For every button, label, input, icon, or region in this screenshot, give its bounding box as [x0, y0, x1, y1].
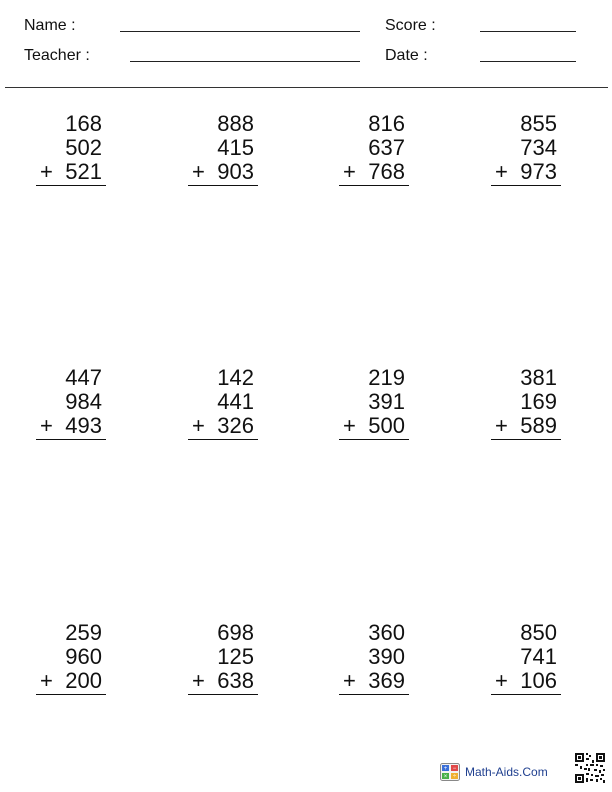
brand-text[interactable]: Math-Aids.Com: [465, 765, 548, 779]
plus-sign: +: [192, 413, 205, 438]
addend-1: 698: [217, 620, 254, 645]
addition-problem: [188, 112, 258, 186]
addend-2: 441: [217, 389, 254, 414]
sum-line: [36, 694, 106, 695]
addend-3: 200: [65, 668, 102, 693]
addend-3: 500: [368, 413, 405, 438]
plus-sign: +: [495, 668, 508, 693]
addend-1: 259: [65, 620, 102, 645]
addend-2: 125: [217, 644, 254, 669]
addend-2: 391: [368, 389, 405, 414]
addend-1: 360: [368, 620, 405, 645]
addition-problem: [491, 621, 561, 695]
date-label: Date :: [385, 47, 428, 64]
svg-text:÷: ÷: [452, 774, 457, 780]
qr-code-icon: [574, 752, 606, 784]
addend-2: 734: [520, 135, 557, 160]
calculator-icon: [440, 763, 460, 781]
sum-line: [491, 694, 561, 695]
addend-2: 637: [368, 135, 405, 160]
teacher-label: Teacher :: [24, 47, 90, 64]
sum-line: [36, 439, 106, 440]
sum-line: [188, 694, 258, 695]
addend-1: 888: [217, 111, 254, 136]
addend-2: 502: [65, 135, 102, 160]
addend-3: 768: [368, 159, 405, 184]
plus-sign: +: [40, 668, 53, 693]
addend-1: 219: [368, 365, 405, 390]
addend-2: 169: [520, 389, 557, 414]
sum-line: [339, 694, 409, 695]
name-label: Name :: [24, 17, 76, 34]
sum-line: [188, 439, 258, 440]
addend-1: 850: [520, 620, 557, 645]
addend-1: 168: [65, 111, 102, 136]
sum-line: [491, 439, 561, 440]
addend-1: 142: [217, 365, 254, 390]
addend-1: 855: [520, 111, 557, 136]
addition-problem: [491, 112, 561, 186]
addend-3: 521: [65, 159, 102, 184]
addend-2: 741: [520, 644, 557, 669]
addend-2: 415: [217, 135, 254, 160]
addition-problem: [36, 112, 106, 186]
sum-line: [491, 185, 561, 186]
addend-3: 326: [217, 413, 254, 438]
addend-3: 106: [520, 668, 557, 693]
addend-2: 984: [65, 389, 102, 414]
plus-sign: +: [343, 668, 356, 693]
plus-sign: +: [495, 159, 508, 184]
addend-2: 390: [368, 644, 405, 669]
svg-text:−: −: [452, 766, 457, 772]
addition-problem: [188, 621, 258, 695]
addend-1: 447: [65, 365, 102, 390]
addition-problem: [36, 621, 106, 695]
addend-3: 903: [217, 159, 254, 184]
addend-2: 960: [65, 644, 102, 669]
footer-brand: [440, 762, 548, 782]
plus-sign: +: [495, 413, 508, 438]
plus-sign: +: [192, 668, 205, 693]
addition-problem: [491, 366, 561, 440]
svg-text:×: ×: [443, 774, 448, 780]
addend-3: 493: [65, 413, 102, 438]
addend-3: 973: [520, 159, 557, 184]
sum-line: [339, 439, 409, 440]
addition-problem: [339, 112, 409, 186]
plus-sign: +: [343, 159, 356, 184]
addend-1: 381: [520, 365, 557, 390]
addition-problem: [339, 366, 409, 440]
sum-line: [188, 185, 258, 186]
addition-problem: [36, 366, 106, 440]
svg-text:+: +: [443, 766, 448, 772]
addend-1: 816: [368, 111, 405, 136]
plus-sign: +: [40, 159, 53, 184]
plus-sign: +: [192, 159, 205, 184]
addition-problem: [339, 621, 409, 695]
score-label: Score :: [385, 17, 436, 34]
plus-sign: +: [343, 413, 356, 438]
plus-sign: +: [40, 413, 53, 438]
sum-line: [36, 185, 106, 186]
addend-3: 638: [217, 668, 254, 693]
addend-3: 589: [520, 413, 557, 438]
sum-line: [339, 185, 409, 186]
addition-problem: [188, 366, 258, 440]
addend-3: 369: [368, 668, 405, 693]
